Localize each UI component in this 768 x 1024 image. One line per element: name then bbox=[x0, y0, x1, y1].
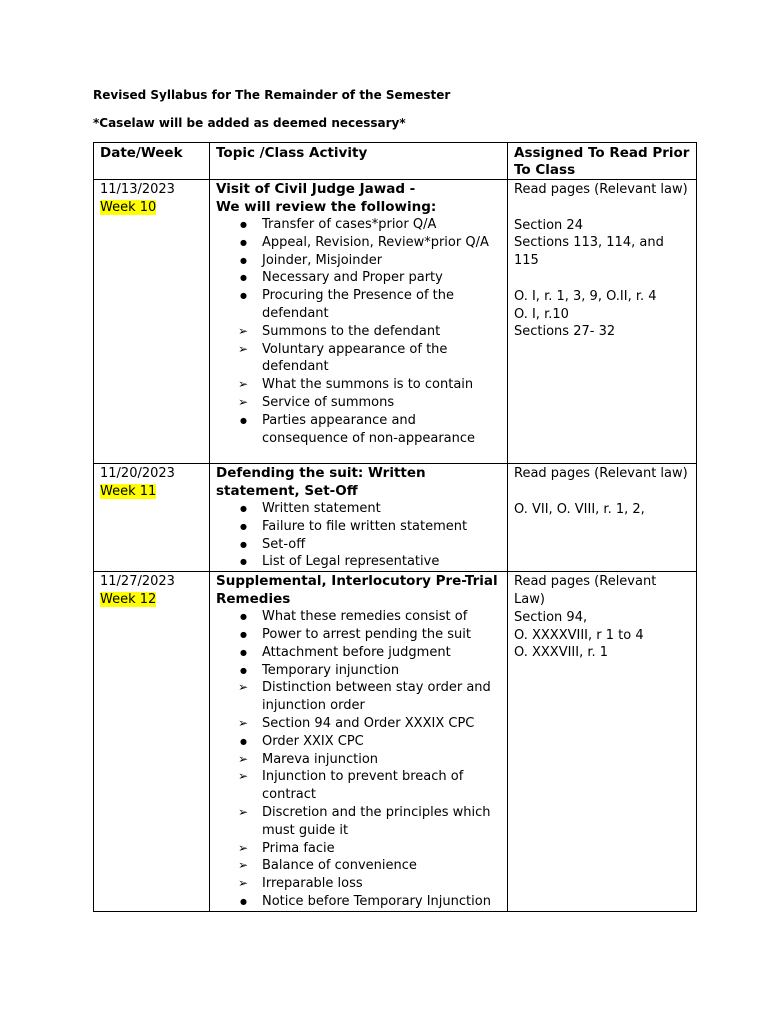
sub-list-item: ➢ Injunction to prevent breach of contract bbox=[216, 768, 501, 804]
sub-list-item: ➢ Voluntary appearance of the defendant bbox=[216, 341, 501, 377]
topic-list bbox=[216, 608, 501, 911]
col-header-topic: Topic /Class Activity bbox=[210, 143, 508, 180]
col-header-reading: Assigned To Read Prior To Class bbox=[508, 143, 697, 180]
topic-title: Supplemental, Interlocutory Pre-Trial Remedies bbox=[216, 573, 498, 607]
date-cell bbox=[94, 464, 210, 572]
sub-list-item: ➢ Mareva injunction bbox=[216, 751, 501, 769]
table-row bbox=[94, 572, 697, 912]
reading-cell: Read pages (Relevant law) Section 24 Sections 113, 114, and 115 O. I, r. 1, 3, 9, O.II, r. 4 O. I, r.10 Sections 27- 32 bbox=[508, 180, 697, 464]
date-cell bbox=[94, 180, 210, 464]
week-label: Week 12 bbox=[100, 591, 157, 607]
sub-list-item: ➢ What the summons is to contain bbox=[216, 376, 501, 394]
list-item: ● Set-off bbox=[216, 536, 501, 554]
list-item: ● Power to arrest pending the suit bbox=[216, 626, 501, 644]
sub-list-item: ➢ Irreparable loss bbox=[216, 875, 501, 893]
sub-list-item: ➢ Summons to the defendant bbox=[216, 323, 501, 341]
topic-list bbox=[216, 500, 501, 571]
document-title: Revised Syllabus for The Remainder of the Semester bbox=[93, 88, 451, 102]
week-label: Week 10 bbox=[100, 199, 157, 215]
sub-list-item: ➢ Distinction between stay order and injunction order bbox=[216, 679, 501, 715]
list-item: ● Notice before Temporary Injunction bbox=[216, 893, 501, 911]
list-item: ● Joinder, Misjoinder bbox=[216, 252, 501, 270]
list-item: ● Necessary and Proper party bbox=[216, 269, 501, 287]
reading-cell: Read pages (Relevant law) O. VII, O. VIII, r. 1, 2, bbox=[508, 464, 697, 572]
date-cell bbox=[94, 572, 210, 912]
list-item: ● Temporary injunction ➢ Distinction between stay order and injunction order ➢ Section 94 and Order XXXIX CPC bbox=[216, 662, 501, 733]
topic-cell bbox=[210, 180, 508, 464]
topic-title: Defending the suit: Written statement, Set-Off bbox=[216, 465, 426, 499]
sub-list-item: ➢ Balance of convenience bbox=[216, 857, 501, 875]
sub-list-item: ➢ Discretion and the principles which must guide it bbox=[216, 804, 501, 840]
topic-title: Visit of Civil Judge Jawad - We will review the following: bbox=[216, 181, 437, 215]
list-item: ● Transfer of cases*prior Q/A bbox=[216, 216, 501, 234]
week-label: Week 11 bbox=[100, 483, 157, 499]
list-item: ● Procuring the Presence of the defendant ➢ Summons to the defendant ➢ Voluntary appearance of the defendant ➢ What the summons is to contain ➢ Service of summons bbox=[216, 287, 501, 412]
sub-list-item: ➢ Section 94 and Order XXXIX CPC bbox=[216, 715, 501, 733]
sub-list bbox=[216, 679, 501, 732]
reading-cell: Read pages (Relevant Law) Section 94, O. XXXXVIII, r 1 to 4 O. XXXVIII, r. 1 bbox=[508, 572, 697, 912]
caselaw-note: *Caselaw will be added as deemed necessary* bbox=[93, 116, 406, 130]
list-item: ● List of Legal representative bbox=[216, 553, 501, 571]
sub-list bbox=[216, 323, 501, 412]
sub-list-item: ➢ Prima facie bbox=[216, 840, 501, 858]
table-header-row bbox=[94, 143, 697, 180]
list-item: ● Order XXIX CPC ➢ Mareva injunction ➢ Injunction to prevent breach of contract ➢ Discretion and the principles which must guide it ➢ Prima facie ➢ Balance of convenience ➢ Irreparable loss bbox=[216, 733, 501, 893]
date: 11/13/2023 bbox=[100, 182, 175, 197]
table-row bbox=[94, 464, 697, 572]
syllabus-table bbox=[93, 142, 697, 912]
list-item: ● What these remedies consist of bbox=[216, 608, 501, 626]
topic-cell bbox=[210, 464, 508, 572]
table-row bbox=[94, 180, 697, 464]
list-item: ● Attachment before judgment bbox=[216, 644, 501, 662]
list-item: ● Written statement bbox=[216, 500, 501, 518]
list-item: ● Appeal, Revision, Review*prior Q/A bbox=[216, 234, 501, 252]
date: 11/20/2023 bbox=[100, 466, 175, 481]
topic-cell bbox=[210, 572, 508, 912]
list-item: ● Parties appearance and consequence of non-appearance bbox=[216, 412, 501, 448]
date: 11/27/2023 bbox=[100, 574, 175, 590]
col-header-date: Date/Week bbox=[94, 143, 210, 180]
sub-list-item: ➢ Service of summons bbox=[216, 394, 501, 412]
topic-list bbox=[216, 216, 501, 447]
list-item: ● Failure to file written statement bbox=[216, 518, 501, 536]
sub-list bbox=[216, 751, 501, 893]
